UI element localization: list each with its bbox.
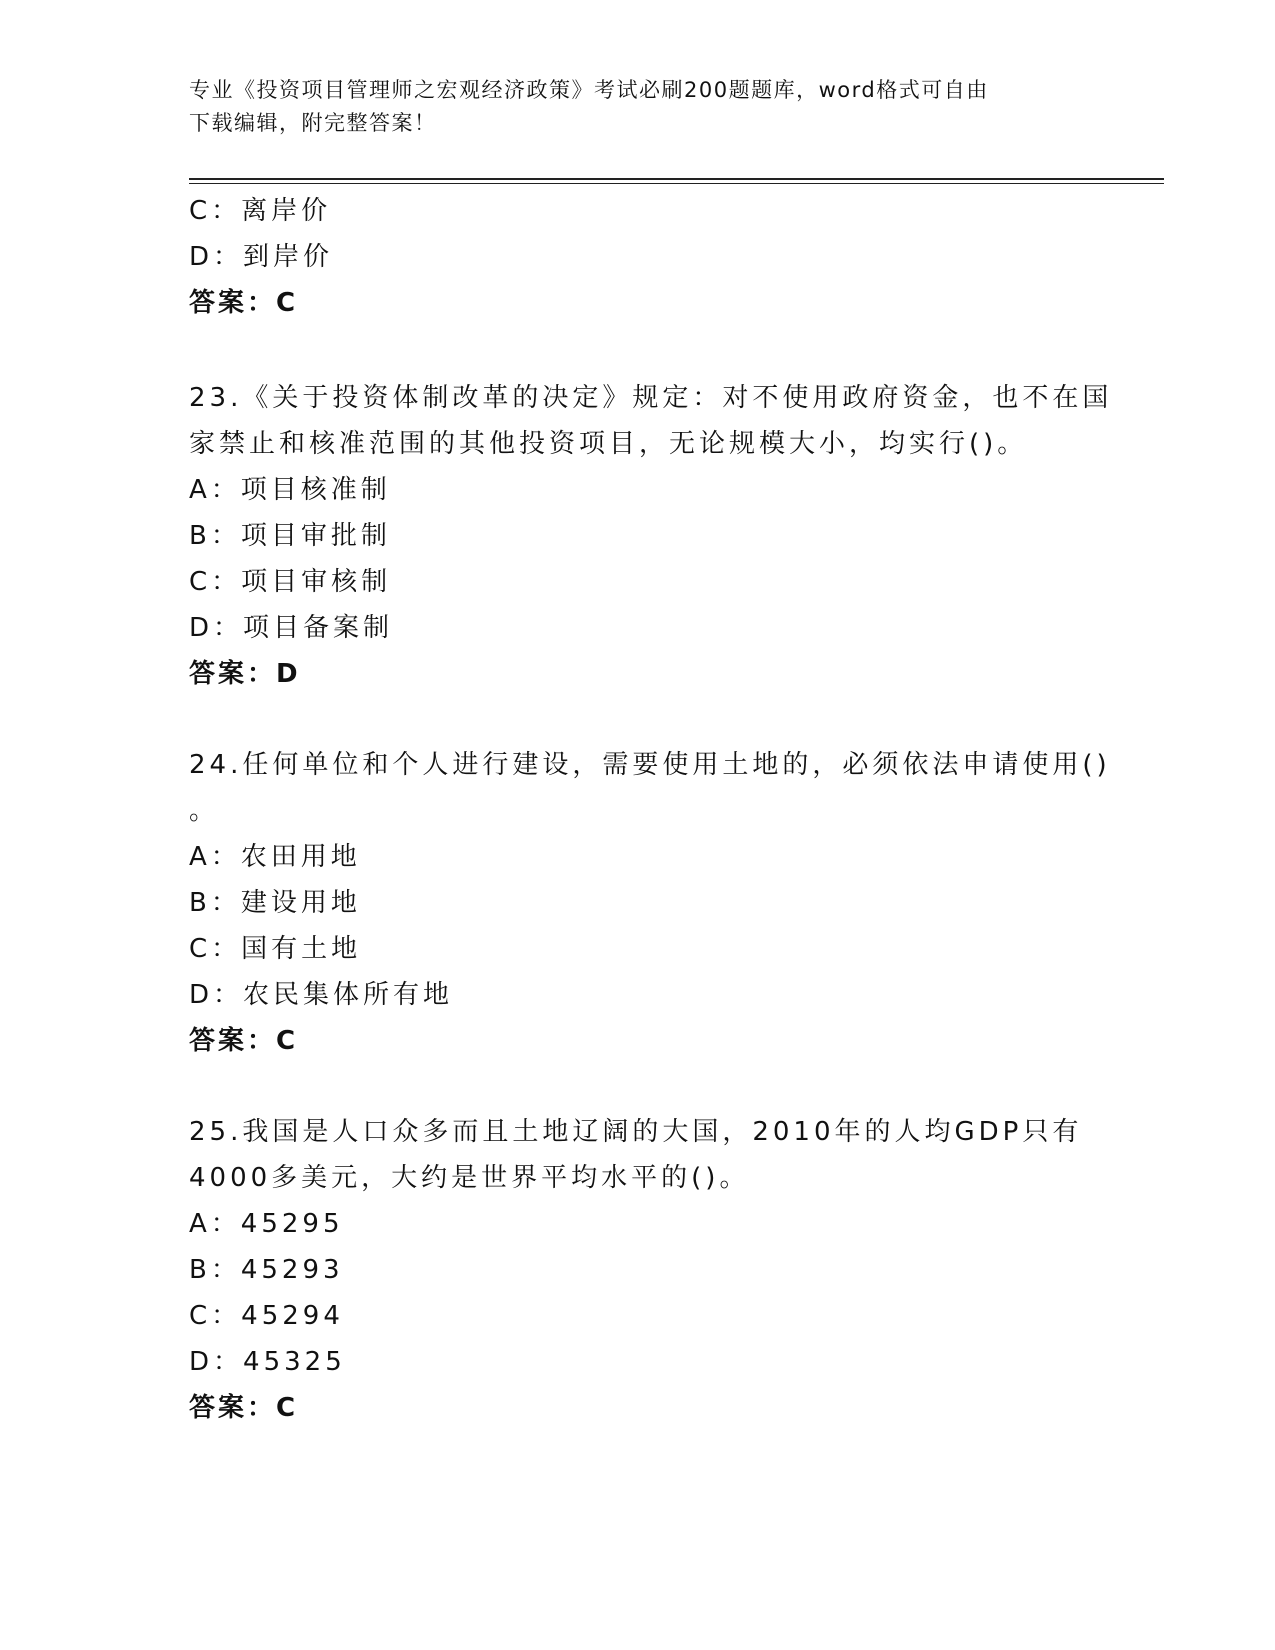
document-header [189, 74, 1089, 140]
q23-option-a: A：项目核准制 [189, 475, 391, 505]
q22-answer: 答案：C [189, 288, 299, 318]
q25-option-d: D：45325 [189, 1347, 346, 1377]
q23-option-d: D：项目备案制 [189, 613, 394, 643]
q23-option-b: B：项目审批制 [189, 521, 391, 551]
q25-answer: 答案：C [189, 1393, 299, 1423]
q25-stem-line-1: 25.我国是人口众多而且土地辽阔的大国，2010年的人均GDP只有 [189, 1117, 1083, 1147]
q24-answer: 答案：C [189, 1026, 299, 1056]
q25-stem-line-2: 4000多美元，大约是世界平均水平的()。 [189, 1163, 750, 1193]
header-line-2: 下载编辑，附完整答案！ [189, 111, 437, 135]
q24-stem-line-1: 24.任何单位和个人进行建设，需要使用土地的，必须依法申请使用() [189, 750, 1111, 780]
q23-stem-line-1: 23.《关于投资体制改革的决定》规定：对不使用政府资金，也不在国 [189, 383, 1113, 413]
q24-option-c: C：国有土地 [189, 934, 362, 964]
q24-option-a: A：农田用地 [189, 842, 361, 872]
q24-option-b: B：建设用地 [189, 888, 361, 918]
header-rule-thin [189, 183, 1164, 184]
q24-stem-line-2: 。 [189, 796, 220, 826]
q25-option-a: A：45295 [189, 1209, 344, 1239]
q22-option-c: C：离岸价 [189, 196, 332, 226]
q25-option-c: C：45294 [189, 1301, 344, 1331]
q23-option-c: C：项目审核制 [189, 567, 392, 597]
q23-stem-line-2: 家禁止和核准范围的其他投资项目，无论规模大小，均实行()。 [189, 429, 1028, 459]
q24-option-d: D：农民集体所有地 [189, 980, 454, 1010]
q23-answer: 答案：D [189, 659, 301, 689]
q22-option-d: D：到岸价 [189, 242, 334, 272]
header-line-1: 专业《投资项目管理师之宏观经济政策》考试必刷200题题库，word格式可自由 [189, 78, 989, 102]
header-rule-thick [189, 178, 1164, 180]
q25-option-b: B：45293 [189, 1255, 344, 1285]
